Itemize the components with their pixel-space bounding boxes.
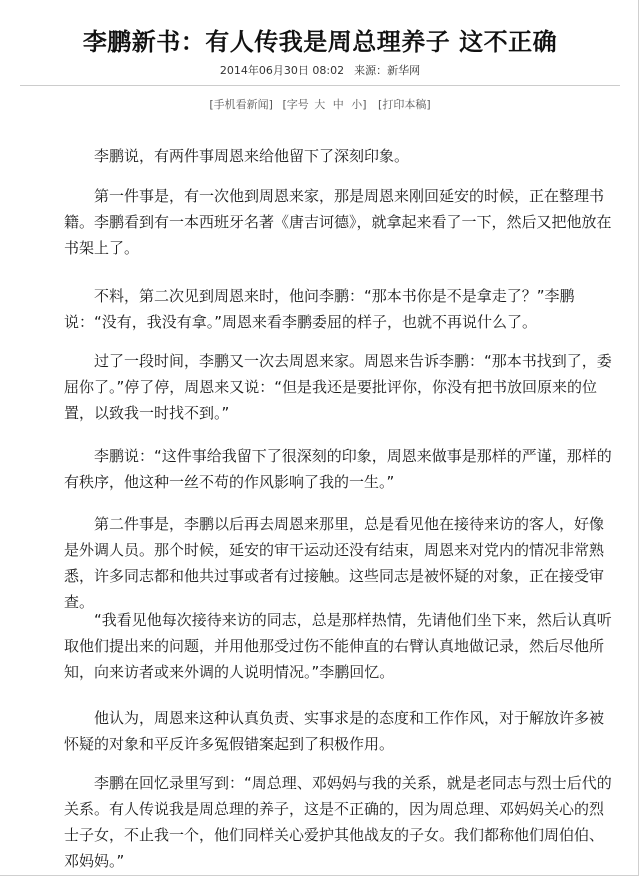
source-label: 来源： <box>354 64 388 77</box>
font-size-large[interactable]: 大 <box>314 98 326 111</box>
header-divider <box>20 85 620 86</box>
source-name[interactable]: 新华网 <box>387 64 421 77</box>
publish-date: 2014年06月30日 08:02 <box>219 64 345 77</box>
mobile-news-link[interactable]: [手机看新闻] <box>209 98 273 111</box>
paragraph: 李鹏说，有两件事周恩来给他留下了深刻印象。 <box>94 147 410 165</box>
article-toolbar <box>0 96 640 112</box>
paragraph: 他认为，周恩来这种认真负责、实事求是的态度和工作作风，对于解放许多被怀疑的对象和平反许多冤假错案起到了积极作用。 <box>64 709 605 753</box>
paragraph: 不料，第二次见到周恩来时，他问李鹏：“那本书你是不是拿走了？”李鹏说：“没有，我没有拿。”周恩来看李鹏委屈的样子，也就不再说什么了。 <box>64 287 575 331</box>
paragraph: 李鹏说：“这件事给我留下了很深刻的印象，周恩来做事是那样的严谨，那样的有秩序，他这种一丝不苟的作风影响了我的一生。” <box>64 447 612 491</box>
paragraph: “我看见他每次接待来访的同志，总是那样热情，先请他们坐下来，然后认真听取他们提出来的问题，并用他那受过伤不能伸直的右臂认真地做记录，然后尽他所知，向来访者或来外调的人说明情况。”李鹏回忆。 <box>64 611 612 681</box>
paragraph: 李鹏在回忆录里写到：“周总理、邓妈妈与我的关系，就是老同志与烈士后代的关系。有人传说我是周总理的养子，这是不正确的，因为周总理、邓妈妈关心的烈士子女，不止我一个，他们同样关心爱护其他战友的子女。我们都称他们周伯伯、邓妈妈。” <box>64 774 612 870</box>
font-size-small[interactable]: 小] <box>351 98 367 111</box>
paragraph: 第一件事是，有一次他到周恩来家，那是周恩来刚回延安的时候，正在整理书籍。李鹏看到有一本西班牙名著《唐吉诃德》，就拿起来看了一下，然后又把他放在书架上了。 <box>64 187 612 257</box>
paragraph: 过了一段时间，李鹏又一次去周恩来家。周恩来告诉李鹏：“那本书找到了，委屈你了。”停了停，周恩来又说：“但是我还是要批评你，你没有把书放回原来的位置，以致我一时找不到。” <box>64 352 612 422</box>
article-title: 李鹏新书：有人传我是周总理养子 这不正确 <box>82 28 558 56</box>
paragraph: 第二件事是，李鹏以后再去周恩来那里，总是看见他在接待来访的客人，好像是外调人员。那个时候，延安的审干运动还没有结束，周恩来对党内的情况非常熟悉，许多同志都和他共过事或者有过接触。这些同志是被怀疑的对象，正在接受审查。 <box>64 515 605 611</box>
print-link[interactable]: [打印本稿] <box>378 98 431 111</box>
font-size-label: [字号 <box>282 98 309 111</box>
font-size-medium[interactable]: 中 <box>332 98 344 111</box>
font-size-control <box>282 96 368 112</box>
article-meta <box>0 62 640 78</box>
